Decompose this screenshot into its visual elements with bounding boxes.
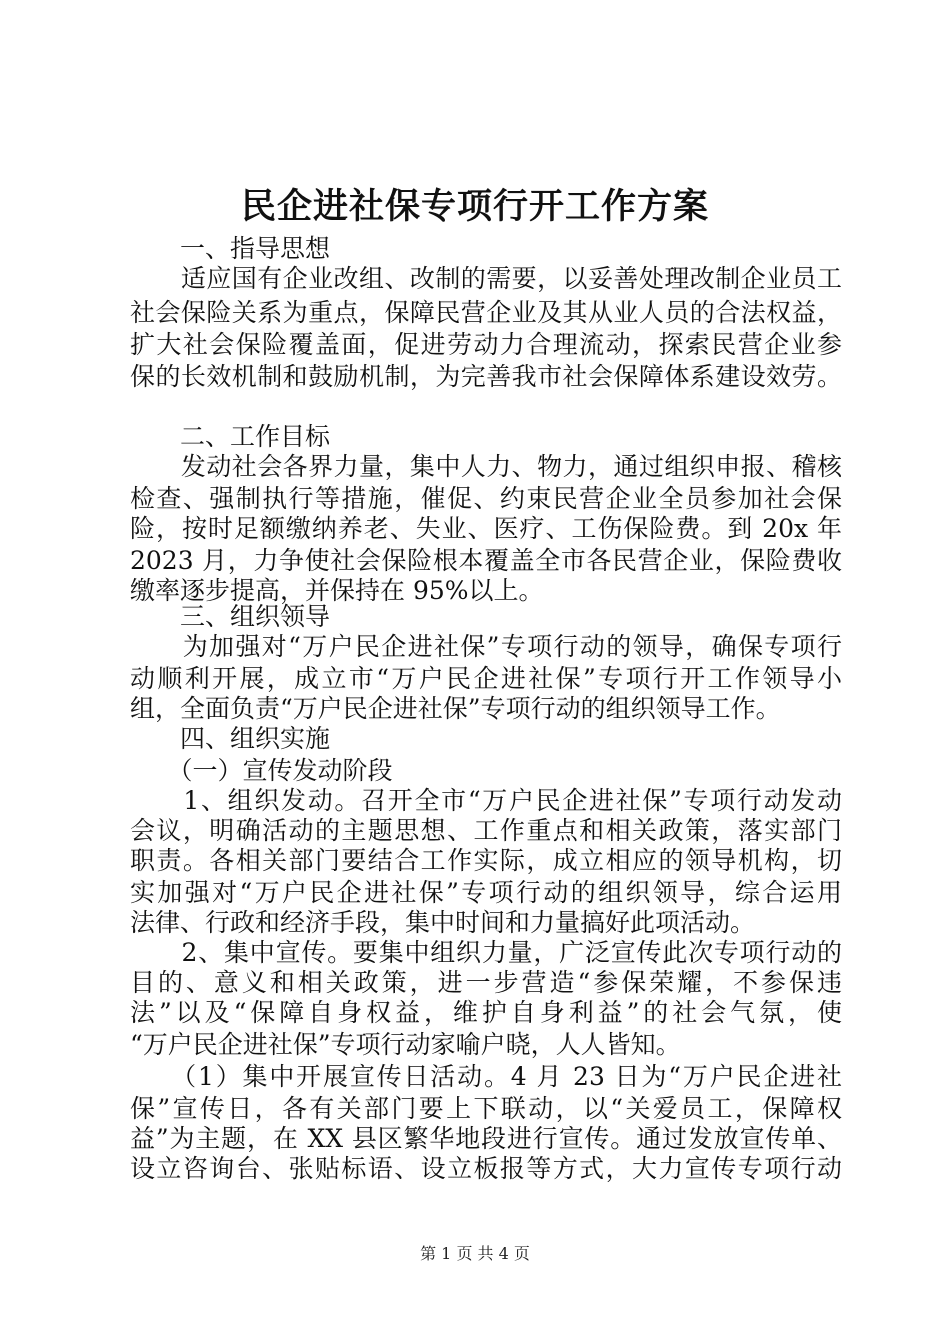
paragraph-line: 法”以及“保障自身权益，维护自身利益”的社会气氛，使 [130, 998, 842, 1027]
section-heading-implementation: 四、组织实施 [130, 724, 331, 753]
section-heading-organization-leadership: 三、组织领导 [130, 602, 331, 631]
paragraph-line: 险，按时足额缴纳养老、失业、医疗、工伤保险费。到 20x 年 [130, 514, 842, 543]
paragraph-line: 1、组织发动。召开全市“万户民企进社保”专项行动发动 [130, 786, 842, 815]
section-heading-guiding-ideology: 一、指导思想 [130, 234, 331, 263]
paragraph-line: 2、集中宣传。要集中组织力量，广泛宣传此次专项行动的 [130, 938, 842, 967]
paragraph-line: 保的长效机制和鼓励机制，为完善我市社会保障体系建设效劳。 [130, 362, 842, 391]
paragraph-line: 目的、意义和相关政策，进一步营造“参保荣耀，不参保违 [130, 968, 842, 997]
document-title: 民企进社保专项行开工作方案 [240, 186, 709, 227]
paragraph-line: 适应国有企业改组、改制的需要，以妥善处理改制企业员工 [130, 264, 842, 293]
paragraph-line: 发动社会各界力量，集中人力、物力，通过组织申报、稽核 [130, 452, 842, 481]
paragraph-line: 法律、行政和经济手段，集中时间和力量搞好此项活动。 [130, 908, 756, 937]
page-footer: 第 1 页 共 4 页 [420, 1244, 530, 1263]
paragraph-line: 缴率逐步提高，并保持在 95%以上。 [130, 576, 544, 605]
paragraph-line: 设立咨询台、张贴标语、设立板报等方式，大力宣传专项行动 [130, 1154, 842, 1183]
paragraph-line: 社会保险关系为重点，保障民营企业及其从业人员的合法权益， [130, 298, 842, 327]
paragraph-line: （1）集中开展宣传日活动。4 月 23 日为“万户民企进社 [130, 1062, 842, 1091]
subsection-heading-publicity-stage: （一）宣传发动阶段 [130, 756, 393, 785]
paragraph-line: 检查、强制执行等措施，催促、约束民营企业全员参加社会保 [130, 484, 842, 513]
paragraph-line: 扩大社会保险覆盖面，促进劳动力合理流动，探索民营企业参 [130, 330, 842, 359]
paragraph-line: 会议，明确活动的主题思想、工作重点和相关政策，落实部门 [130, 816, 842, 845]
paragraph-line: 组，全面负责“万户民企进社保”专项行动的组织领导工作。 [130, 694, 781, 723]
paragraph-line: “万户民企进社保”专项行动家喻户晓，人人皆知。 [130, 1030, 681, 1059]
paragraph-line: 2023 月，力争使社会保险根本覆盖全市各民营企业，保险费收 [130, 546, 842, 575]
paragraph-line: 益”为主题，在 XX 县区繁华地段进行宣传。通过发放宣传单、 [130, 1124, 842, 1153]
paragraph-line: 为加强对“万户民企进社保”专项行动的领导，确保专项行 [130, 632, 842, 661]
section-heading-work-goals: 二、工作目标 [130, 422, 331, 451]
paragraph-line: 实加强对“万户民企进社保”专项行动的组织领导，综合运用 [130, 878, 842, 907]
paragraph-line: 职责。各相关部门要结合工作实际，成立相应的领导机构，切 [130, 846, 842, 875]
paragraph-line: 保”宣传日，各有关部门要上下联动，以“关爱员工，保障权 [130, 1094, 842, 1123]
paragraph-line: 动顺利开展，成立市“万户民企进社保”专项行开工作领导小 [130, 664, 842, 693]
